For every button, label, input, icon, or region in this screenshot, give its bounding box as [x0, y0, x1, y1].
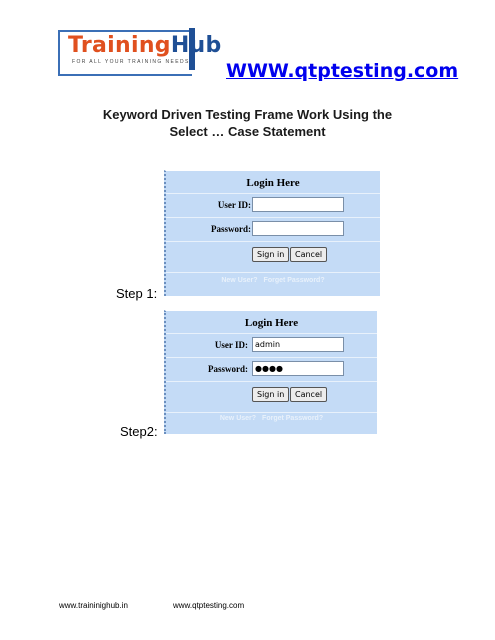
login-heading: Login Here: [166, 171, 380, 194]
password-input[interactable]: [252, 221, 344, 236]
user-id-input[interactable]: [252, 197, 344, 212]
cancel-button[interactable]: Cancel: [290, 387, 327, 402]
logo-tagline: FOR ALL YOUR TRAINING NEEDS: [72, 59, 190, 65]
user-id-row: [166, 194, 380, 218]
step-1-label: Step 1:: [116, 286, 158, 301]
password-row: [166, 358, 377, 382]
account-links: [166, 277, 380, 284]
login-panel-step1: [164, 170, 380, 296]
user-id-row: [166, 334, 377, 358]
new-user-link[interactable]: New User?: [219, 415, 257, 422]
footer-link-qtptesting[interactable]: www.qtptesting.com: [173, 601, 245, 610]
login-heading: Login Here: [166, 311, 377, 334]
user-id-label: User ID:: [214, 340, 248, 350]
document-title: [0, 106, 495, 140]
user-id-label: User ID:: [217, 200, 251, 210]
logo: [68, 34, 222, 58]
password-label: Password:: [208, 364, 248, 374]
login-panel-step2: [164, 310, 377, 434]
cancel-button[interactable]: Cancel: [290, 247, 327, 262]
sign-in-button[interactable]: Sign in: [252, 247, 289, 262]
password-label: Password:: [211, 224, 251, 234]
password-input[interactable]: ●●●●: [252, 361, 344, 376]
title-line-1: Keyword Driven Testing Frame Work Using the: [102, 107, 393, 122]
forgot-password-link[interactable]: Forget Password?: [263, 277, 325, 284]
footer-link-traininghub[interactable]: www.traininighub.in: [59, 601, 128, 610]
step-2-label: Step2:: [120, 424, 158, 439]
new-user-link[interactable]: New User?: [221, 277, 258, 284]
logo-word-hub: Hub: [170, 33, 222, 58]
password-row: [166, 218, 380, 242]
logo-word-training: Training: [68, 33, 171, 58]
forgot-password-link[interactable]: Forget Password?: [262, 415, 324, 422]
title-line-2: Select … Case Statement: [169, 124, 326, 139]
button-row: [166, 382, 377, 413]
account-links: [166, 415, 377, 422]
site-link[interactable]: WWW.qtptesting.com: [226, 60, 459, 82]
sign-in-button[interactable]: Sign in: [252, 387, 289, 402]
button-row: [166, 242, 380, 273]
user-id-input[interactable]: admin: [252, 337, 344, 352]
